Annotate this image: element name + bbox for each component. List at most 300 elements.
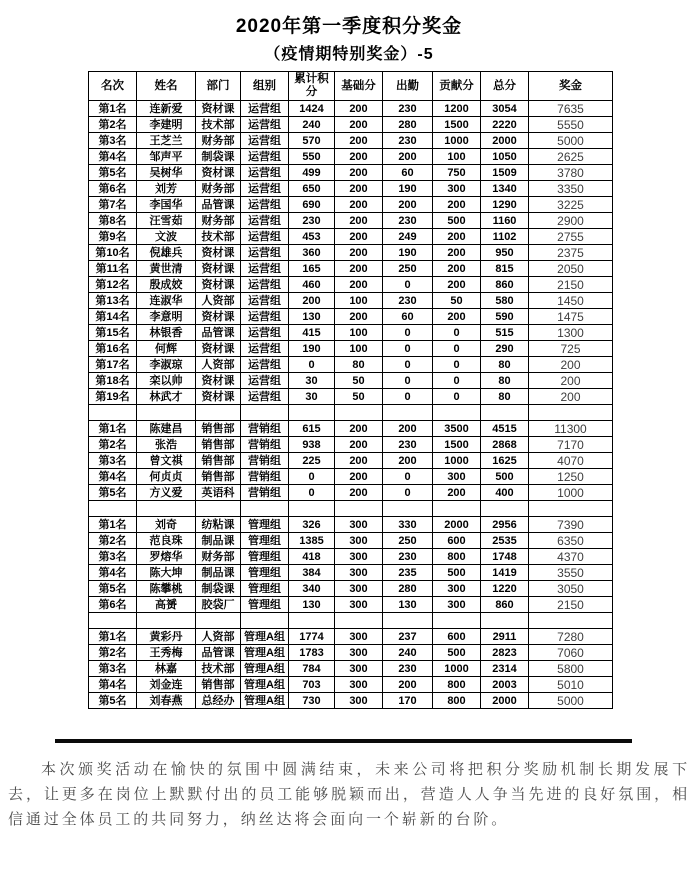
table-cell: 李淑琼	[137, 357, 196, 373]
spacer-cell	[529, 405, 613, 421]
table-cell: 200	[335, 421, 383, 437]
table-row	[89, 293, 613, 309]
table-cell: 1290	[481, 197, 529, 213]
column-header: 部门	[196, 72, 241, 101]
spacer-cell	[383, 501, 433, 517]
table-row	[89, 533, 613, 549]
table-row	[89, 309, 613, 325]
table-cell: 300	[335, 581, 383, 597]
table-cell: 第4名	[89, 149, 137, 165]
table-cell: 营销组	[241, 485, 289, 501]
table-cell: 950	[481, 245, 529, 261]
table-cell: 200	[433, 485, 481, 501]
table-cell: 制袋课	[196, 581, 241, 597]
table-cell: 800	[433, 677, 481, 693]
table-cell: 200	[433, 277, 481, 293]
table-cell: 第1名	[89, 101, 137, 117]
table-cell: 290	[481, 341, 529, 357]
table-cell: 3500	[433, 421, 481, 437]
table-cell: 第4名	[89, 565, 137, 581]
table-row	[89, 373, 613, 389]
table-cell: 3050	[529, 581, 613, 597]
table-cell: 资材课	[196, 373, 241, 389]
column-header: 名次	[89, 72, 137, 101]
table-cell: 240	[383, 645, 433, 661]
table-cell: 高赟	[137, 597, 196, 613]
table-row	[89, 133, 613, 149]
table-cell: 人资部	[196, 293, 241, 309]
table-cell: 80	[335, 357, 383, 373]
table-cell: 30	[289, 389, 335, 405]
table-cell: 60	[383, 165, 433, 181]
column-header: 姓名	[137, 72, 196, 101]
table-cell: 570	[289, 133, 335, 149]
spacer-cell	[289, 501, 335, 517]
table-cell: 第3名	[89, 133, 137, 149]
table-cell: 第4名	[89, 677, 137, 693]
table-row	[89, 677, 613, 693]
table-cell: 第10名	[89, 245, 137, 261]
table-cell: 7635	[529, 101, 613, 117]
table-cell: 第5名	[89, 485, 137, 501]
table-cell: 黄彩丹	[137, 629, 196, 645]
table-cell: 运营组	[241, 389, 289, 405]
table-cell: 4070	[529, 453, 613, 469]
table-cell: 100	[335, 325, 383, 341]
table-row	[89, 469, 613, 485]
table-cell: 运营组	[241, 165, 289, 181]
table-cell: 技术部	[196, 661, 241, 677]
table-cell: 第6名	[89, 597, 137, 613]
table-row	[89, 693, 613, 709]
table-cell: 600	[433, 533, 481, 549]
table-cell: 0	[433, 357, 481, 373]
table-cell: 3350	[529, 181, 613, 197]
table-cell: 11300	[529, 421, 613, 437]
table-cell: 李意明	[137, 309, 196, 325]
table-cell: 0	[433, 373, 481, 389]
table-cell: 营销组	[241, 437, 289, 453]
table-cell: 技术部	[196, 229, 241, 245]
table-cell: 2956	[481, 517, 529, 533]
table-cell: 300	[335, 549, 383, 565]
table-cell: 5000	[529, 693, 613, 709]
table-cell: 罗熔华	[137, 549, 196, 565]
spacer-cell	[196, 501, 241, 517]
table-row	[89, 517, 613, 533]
table-cell: 0	[433, 325, 481, 341]
table-cell: 130	[289, 597, 335, 613]
table-cell: 165	[289, 261, 335, 277]
spacer-cell	[241, 501, 289, 517]
column-header: 组别	[241, 72, 289, 101]
table-cell: 300	[433, 597, 481, 613]
table-cell: 第3名	[89, 453, 137, 469]
table-cell: 0	[433, 341, 481, 357]
table-cell: 225	[289, 453, 335, 469]
table-cell: 200	[335, 277, 383, 293]
table-cell: 品管课	[196, 325, 241, 341]
table-cell: 2000	[481, 133, 529, 149]
table-cell: 2535	[481, 533, 529, 549]
table-cell: 销售部	[196, 437, 241, 453]
table-cell: 500	[481, 469, 529, 485]
table-cell: 营销组	[241, 469, 289, 485]
table-cell: 800	[433, 693, 481, 709]
table-cell: 2625	[529, 149, 613, 165]
footer-paragraph: 本次颁奖活动在愉快的氛围中圆满结束，未来公司将把积分奖励机制长期发展下去，让更多在岗位上默默付出的员工能够脱颖而出，营造人人争当先进的良好氛围，相信通过全体员工的共同努力，纳丝达将会面向一个崭新的台阶。	[8, 761, 690, 828]
table-cell: 第11名	[89, 261, 137, 277]
table-cell: 7280	[529, 629, 613, 645]
table-cell: 第2名	[89, 645, 137, 661]
table-cell: 6350	[529, 533, 613, 549]
table-cell: 第7名	[89, 197, 137, 213]
table-cell: 1340	[481, 181, 529, 197]
table-row	[89, 549, 613, 565]
table-cell: 2050	[529, 261, 613, 277]
table-cell: 500	[433, 645, 481, 661]
table-cell: 860	[481, 597, 529, 613]
table-cell: 第2名	[89, 437, 137, 453]
table-cell: 3780	[529, 165, 613, 181]
table-cell: 100	[335, 293, 383, 309]
table-cell: 1000	[433, 453, 481, 469]
table-cell: 汪雪茹	[137, 213, 196, 229]
column-header: 累计积分	[289, 72, 335, 101]
table-cell: 第3名	[89, 549, 137, 565]
table-cell: 200	[335, 101, 383, 117]
table-row	[89, 421, 613, 437]
table-cell: 第5名	[89, 581, 137, 597]
spacer-row	[89, 405, 613, 421]
table-cell: 938	[289, 437, 335, 453]
table-cell: 管理A组	[241, 693, 289, 709]
table-cell: 第6名	[89, 181, 137, 197]
table-cell: 200	[335, 261, 383, 277]
table-cell: 0	[383, 373, 433, 389]
table-cell: 运营组	[241, 181, 289, 197]
table-row	[89, 565, 613, 581]
spacer-cell	[433, 405, 481, 421]
table-cell: 600	[433, 629, 481, 645]
table-cell: 2823	[481, 645, 529, 661]
table-cell: 王芝兰	[137, 133, 196, 149]
table-cell: 300	[335, 629, 383, 645]
table-cell: 销售部	[196, 677, 241, 693]
table-cell: 200	[335, 213, 383, 229]
table-cell: 1000	[433, 133, 481, 149]
spacer-cell	[335, 501, 383, 517]
table-cell: 运营组	[241, 229, 289, 245]
table-cell: 管理组	[241, 549, 289, 565]
table-cell: 100	[335, 341, 383, 357]
table-cell: 第9名	[89, 229, 137, 245]
table-cell: 营销组	[241, 453, 289, 469]
table-cell: 殷成姣	[137, 277, 196, 293]
table-row	[89, 581, 613, 597]
spacer-row	[89, 613, 613, 629]
spacer-cell	[433, 501, 481, 517]
table-row	[89, 197, 613, 213]
table-cell: 1250	[529, 469, 613, 485]
table-row	[89, 325, 613, 341]
table-row	[89, 261, 613, 277]
table-cell: 运营组	[241, 261, 289, 277]
table-cell: 3054	[481, 101, 529, 117]
table-cell: 300	[335, 693, 383, 709]
table-cell: 第17名	[89, 357, 137, 373]
table-cell: 280	[383, 117, 433, 133]
table-cell: 5010	[529, 677, 613, 693]
spacer-cell	[137, 501, 196, 517]
table-cell: 800	[433, 549, 481, 565]
table-cell: 资材课	[196, 261, 241, 277]
table-cell: 李国华	[137, 197, 196, 213]
table-cell: 运营组	[241, 293, 289, 309]
table-row	[89, 645, 613, 661]
table-cell: 499	[289, 165, 335, 181]
table-cell: 230	[383, 293, 433, 309]
table-row	[89, 437, 613, 453]
table-cell: 栾以帅	[137, 373, 196, 389]
table-cell: 200	[335, 197, 383, 213]
table-cell: 500	[433, 565, 481, 581]
table-cell: 2868	[481, 437, 529, 453]
table-cell: 技术部	[196, 117, 241, 133]
table-cell: 30	[289, 373, 335, 389]
table-cell: 财务部	[196, 549, 241, 565]
table-cell: 170	[383, 693, 433, 709]
table-cell: 725	[529, 341, 613, 357]
table-cell: 第14名	[89, 309, 137, 325]
table-cell: 1625	[481, 453, 529, 469]
table-cell: 资材课	[196, 277, 241, 293]
table-cell: 1220	[481, 581, 529, 597]
table-cell: 80	[481, 389, 529, 405]
table-cell: 刘金连	[137, 677, 196, 693]
table-cell: 销售部	[196, 453, 241, 469]
table-cell: 230	[383, 661, 433, 677]
table-cell: 第2名	[89, 117, 137, 133]
table-cell: 7390	[529, 517, 613, 533]
spacer-cell	[241, 405, 289, 421]
table-cell: 130	[383, 597, 433, 613]
table-cell: 资材课	[196, 101, 241, 117]
table-cell: 管理A组	[241, 629, 289, 645]
spacer-cell	[383, 613, 433, 629]
table-cell: 500	[433, 213, 481, 229]
table-row	[89, 245, 613, 261]
table-row	[89, 661, 613, 677]
table-cell: 0	[289, 469, 335, 485]
table-cell: 0	[383, 389, 433, 405]
table-cell: 300	[433, 469, 481, 485]
table-cell: 管理A组	[241, 645, 289, 661]
table-cell: 7060	[529, 645, 613, 661]
spacer-cell	[335, 405, 383, 421]
page-subtitle: （疫情期特别奖金）-5	[264, 46, 434, 63]
table-cell: 倪雄兵	[137, 245, 196, 261]
table-cell: 4515	[481, 421, 529, 437]
table-cell: 管理A组	[241, 661, 289, 677]
table-cell: 2150	[529, 277, 613, 293]
table-cell: 0	[383, 357, 433, 373]
table-cell: 第2名	[89, 533, 137, 549]
table-cell: 615	[289, 421, 335, 437]
table-cell: 3225	[529, 197, 613, 213]
table-cell: 250	[383, 261, 433, 277]
table-cell: 200	[383, 677, 433, 693]
table-cell: 资材课	[196, 245, 241, 261]
spacer-cell	[383, 405, 433, 421]
table-cell: 4370	[529, 549, 613, 565]
table-cell: 1000	[433, 661, 481, 677]
table-cell: 300	[335, 661, 383, 677]
table-cell: 100	[433, 149, 481, 165]
table-cell: 黄世清	[137, 261, 196, 277]
table-cell: 2150	[529, 597, 613, 613]
table-row	[89, 277, 613, 293]
table-cell: 5800	[529, 661, 613, 677]
table-cell: 1748	[481, 549, 529, 565]
column-header: 贡献分	[433, 72, 481, 101]
table-cell: 200	[529, 357, 613, 373]
table-cell: 2900	[529, 213, 613, 229]
spacer-cell	[529, 501, 613, 517]
table-cell: 管理组	[241, 581, 289, 597]
table-cell: 何辉	[137, 341, 196, 357]
table-cell: 林银香	[137, 325, 196, 341]
table-cell: 330	[383, 517, 433, 533]
table-cell: 运营组	[241, 101, 289, 117]
table-cell: 方义爱	[137, 485, 196, 501]
table-cell: 资材课	[196, 309, 241, 325]
table-cell: 5550	[529, 117, 613, 133]
table-cell: 237	[383, 629, 433, 645]
bonus-table	[88, 71, 613, 709]
table-cell: 曾文祺	[137, 453, 196, 469]
table-row	[89, 181, 613, 197]
table-cell: 453	[289, 229, 335, 245]
table-cell: 230	[383, 437, 433, 453]
table-cell: 200	[383, 421, 433, 437]
table-cell: 230	[383, 101, 433, 117]
table-cell: 400	[481, 485, 529, 501]
table-cell: 860	[481, 277, 529, 293]
table-cell: 200	[335, 485, 383, 501]
table-cell: 50	[335, 373, 383, 389]
table-row	[89, 597, 613, 613]
table-cell: 360	[289, 245, 335, 261]
table-cell: 林武才	[137, 389, 196, 405]
table-cell: 230	[289, 213, 335, 229]
table-cell: 1102	[481, 229, 529, 245]
table-cell: 2220	[481, 117, 529, 133]
table-cell: 营销组	[241, 421, 289, 437]
table-cell: 0	[383, 485, 433, 501]
table-cell: 张浩	[137, 437, 196, 453]
table-cell: 运营组	[241, 197, 289, 213]
table-cell: 第18名	[89, 373, 137, 389]
table-cell: 60	[383, 309, 433, 325]
table-cell: 1500	[433, 437, 481, 453]
table-cell: 品管课	[196, 197, 241, 213]
table-cell: 管理组	[241, 565, 289, 581]
table-cell: 200	[335, 117, 383, 133]
table-cell: 1774	[289, 629, 335, 645]
table-cell: 750	[433, 165, 481, 181]
spacer-cell	[89, 405, 137, 421]
table-cell: 300	[335, 645, 383, 661]
table-cell: 230	[383, 549, 433, 565]
column-header: 出勤	[383, 72, 433, 101]
spacer-cell	[137, 405, 196, 421]
table-cell: 240	[289, 117, 335, 133]
table-cell: 运营组	[241, 277, 289, 293]
table-row	[89, 229, 613, 245]
table-cell: 200	[529, 373, 613, 389]
table-cell: 418	[289, 549, 335, 565]
table-cell: 200	[335, 133, 383, 149]
table-row	[89, 213, 613, 229]
section-divider	[55, 739, 632, 743]
table-cell: 200	[289, 293, 335, 309]
table-cell: 2314	[481, 661, 529, 677]
table-cell: 703	[289, 677, 335, 693]
table-cell: 5000	[529, 133, 613, 149]
table-cell: 人资部	[196, 357, 241, 373]
table-cell: 730	[289, 693, 335, 709]
table-cell: 235	[383, 565, 433, 581]
table-cell: 815	[481, 261, 529, 277]
table-cell: 第8名	[89, 213, 137, 229]
table-cell: 人资部	[196, 629, 241, 645]
table-cell: 陈攀桃	[137, 581, 196, 597]
table-cell: 第16名	[89, 341, 137, 357]
table-cell: 2000	[481, 693, 529, 709]
table-cell: 340	[289, 581, 335, 597]
table-cell: 80	[481, 373, 529, 389]
table-row	[89, 485, 613, 501]
table-cell: 200	[529, 389, 613, 405]
table-cell: 第12名	[89, 277, 137, 293]
spacer-cell	[289, 405, 335, 421]
table-cell: 50	[433, 293, 481, 309]
table-cell: 200	[433, 309, 481, 325]
table-cell: 130	[289, 309, 335, 325]
table-cell: 财务部	[196, 181, 241, 197]
table-cell: 管理A组	[241, 677, 289, 693]
table-cell: 1419	[481, 565, 529, 581]
table-cell: 资材课	[196, 341, 241, 357]
table-cell: 230	[383, 213, 433, 229]
table-cell: 784	[289, 661, 335, 677]
table-cell: 运营组	[241, 245, 289, 261]
table-cell: 第19名	[89, 389, 137, 405]
spacer-cell	[196, 405, 241, 421]
table-cell: 管理组	[241, 533, 289, 549]
table-cell: 200	[383, 197, 433, 213]
table-cell: 第15名	[89, 325, 137, 341]
table-cell: 200	[335, 469, 383, 485]
table-cell: 李建明	[137, 117, 196, 133]
table-row	[89, 453, 613, 469]
table-cell: 陈大坤	[137, 565, 196, 581]
table-cell: 200	[335, 437, 383, 453]
spacer-cell	[196, 613, 241, 629]
table-cell: 资材课	[196, 389, 241, 405]
table-cell: 第3名	[89, 661, 137, 677]
